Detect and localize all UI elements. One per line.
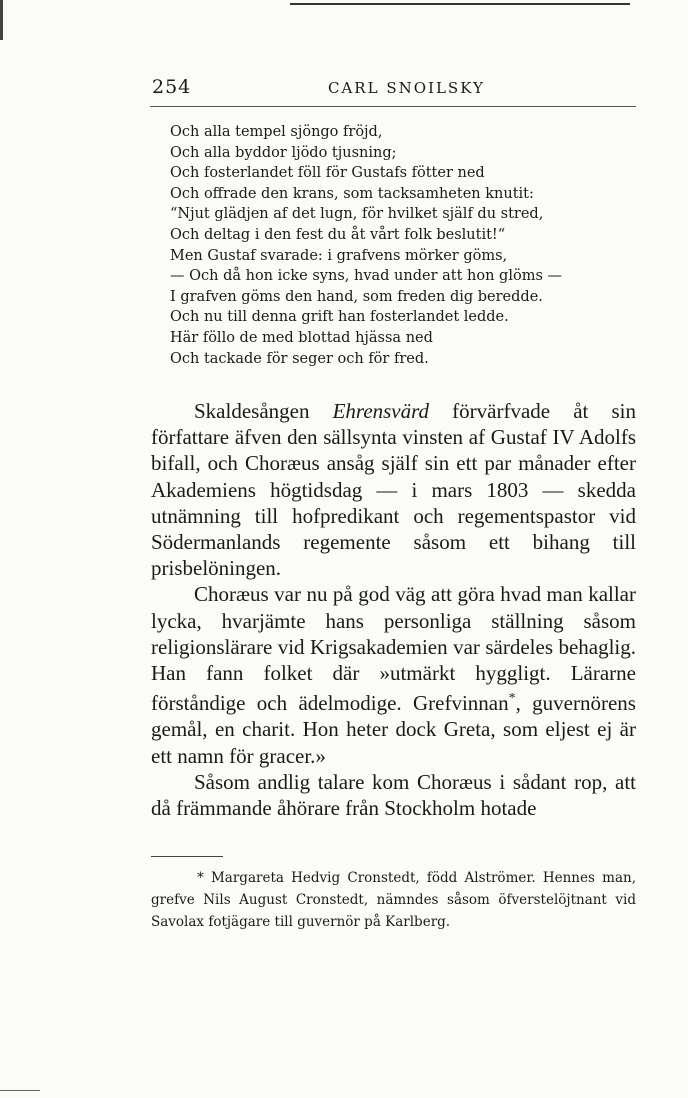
bottom-edge-mark xyxy=(0,1090,40,1091)
verse-line: Och offrade den krans, som tacksamheten knutit: xyxy=(170,185,534,202)
paragraph: Såsom andlig talare kom Choræus i sådant rop, att då främmande åhörare från Stockholm hotade xyxy=(151,769,636,821)
verse-line: Och alla tempel sjöngo fröjd, xyxy=(170,124,383,140)
verse-line: Och tackade för seger och för fred. xyxy=(170,350,429,367)
footnote: * Margareta Hedvig Cronstedt, född Alströmer. Hennes man, grefve Nils August Cronstedt, nämndes såsom öfverstelöjtnant vid Savolax fotjägare till guvernör på Karlberg. xyxy=(151,870,636,930)
verse-line: Och nu till denna grift han fosterlandet ledde. xyxy=(170,309,509,326)
paragraph xyxy=(151,398,636,581)
text-run: förvärfvade åt sin författare äfven den sällsynta vinsten af Gustaf IV Adolfs bifall, och Choræus ansåg själf sin ett par månader efter Akademiens högtidsdag — i mars 1803 — skedda utnämning till hofpredikant och regementspastor vid Södermanlands regemente såsom ett bihang till prisbelöningen. xyxy=(151,399,636,581)
text-run: Choræus var nu på god väg att göra hvad man kallar lycka, hvarjämte hans personliga ställning såsom religionslärare vid Krigsakademien var särdeles behaglig. Han fann folket där »utmärkt hyggligt. Lärarne förståndige och ädelmodige. Grefvinnan xyxy=(151,582,636,716)
text-run: Skaldesången xyxy=(194,399,333,423)
footnote-marker: * xyxy=(508,691,516,707)
verse-line: Och alla byddor ljödo tjusning; xyxy=(170,144,397,161)
verse-line: I grafven göms den hand, som freden dig beredde. xyxy=(170,288,543,305)
header-rule xyxy=(150,106,636,107)
verse-line: — Och då hon icke syns, hvad under att hon glöms — xyxy=(170,268,563,285)
verse-line: Och fosterlandet föll för Gustafs fötter ned xyxy=(170,165,485,182)
footnote-rule xyxy=(151,856,223,857)
poem-title: Ehrensvärd xyxy=(332,399,430,423)
left-edge-mark xyxy=(0,0,3,40)
top-edge-rule xyxy=(290,3,630,5)
verse-line: “Njut glädjen af det lugn, för hvilket själf du stred, xyxy=(170,206,544,223)
paragraph xyxy=(151,581,636,768)
text-run: , guvernörens gemål, en charit. Hon heter dock Greta, som eljest ej är ett namn för gracer.» xyxy=(151,691,636,768)
body-text xyxy=(151,398,636,821)
page-header xyxy=(152,76,636,102)
poem-excerpt xyxy=(170,122,562,369)
verse-line: Här föllo de med blottad hjässa ned xyxy=(170,329,433,346)
verse-line: Men Gustaf svarade: i grafvens mörker göms, xyxy=(170,247,508,264)
page-number: 254 xyxy=(152,76,192,98)
running-head: CARL SNOILSKY xyxy=(328,79,485,97)
verse-line: Och deltag i den fest du åt vårt folk beslutit!“ xyxy=(170,226,506,243)
